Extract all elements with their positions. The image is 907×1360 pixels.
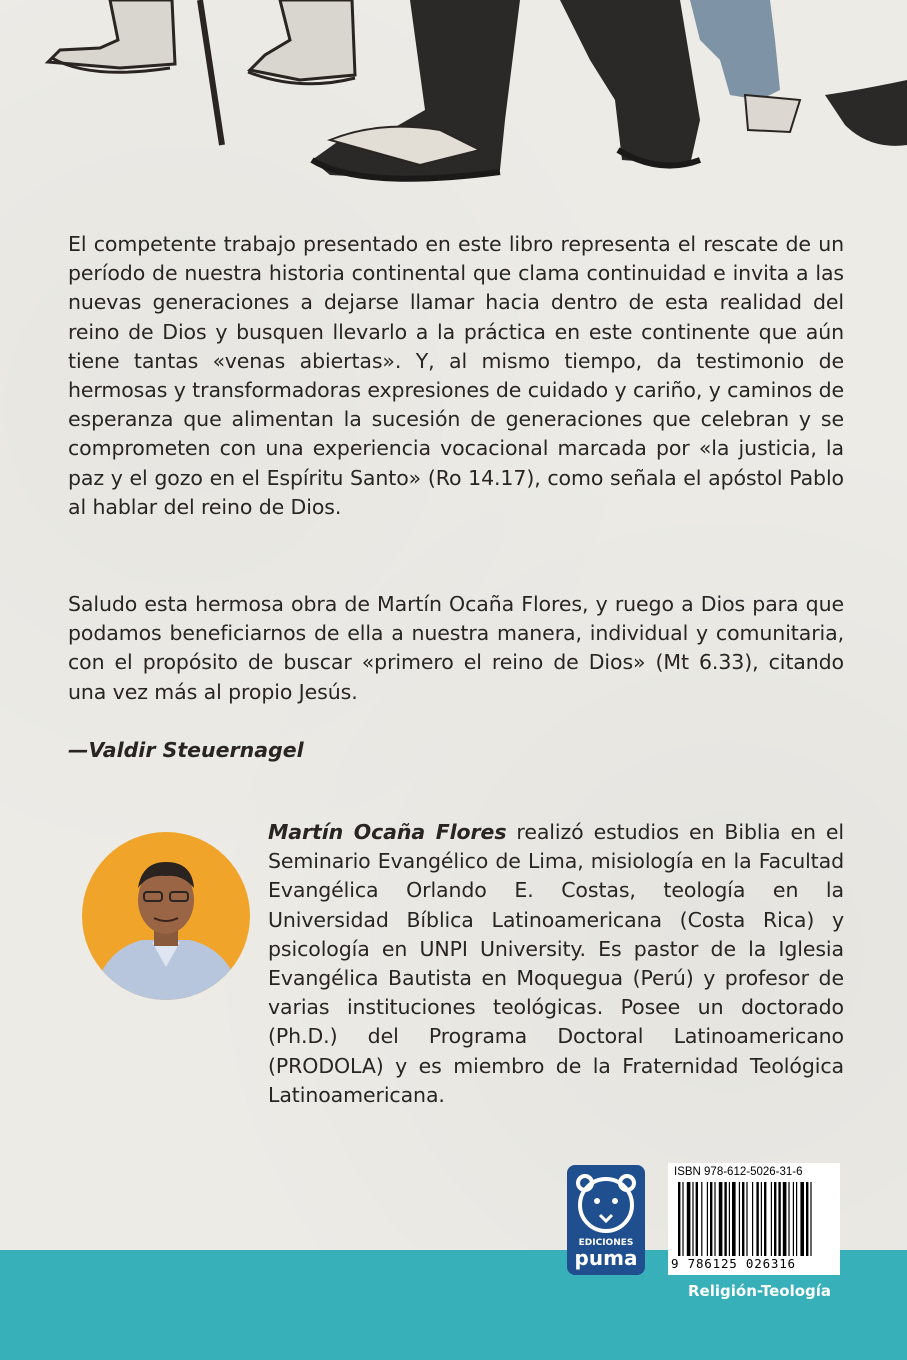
author-bio-text: realizó estudios en Biblia en el Seminario Evangélico de Lima, misiología en la Facultad Evangélica Orlando E. Costas, teología en la Universidad Bíblica Latinoamericana (Costa Rica) y psicología en UNPI University. Es pastor de la Iglesia Evangélica Bautista en Moquegua (Perú) y profesor de varias instituciones teológicas. Posee un doctorado (Ph.D.) del Programa Doctoral Latinoamericano (PRODOLA) y es miembro de la Fraternidad Teológica Latinoamericana. [268,820,844,1107]
author-photo [82,832,250,1000]
publisher-line1: EDICIONES [578,1238,634,1248]
category-label: Religión-Teología [688,1282,832,1300]
blurb-paragraph-2: Saludo esta hermosa obra de Martín Ocaña Flores, y ruego a Dios para que podamos beneficiarnos de ella a nuestra manera, individual y comunitaria, con el propósito de buscar «primero el reino de Dios» (Mt 6.33), citando una vez más al propio Jesús. [68,592,844,704]
author-name: Martín Ocaña Flores [268,820,507,844]
blurb-attribution: —Valdir Steuernagel [68,738,304,762]
isbn-digits: 9 786125 026316 [671,1256,796,1271]
blurb-paragraph-1: El competente trabajo presentado en este libro representa el rescate de un período de nuestra historia continental que clama continuidad e invita a las nuevas generaciones a dejarse llamar hacia dentro de esta realidad del reino de Dios y busquen llevarlo a la práctica en este continente que aún tiene tantas «venas abiertas». Y, al mismo tiempo, da testimonio de hermosas y transformadoras expresiones de cuidado y cariño, y caminos de esperanza que alimentan la sucesión de generaciones que celebran y se comprometen con una experiencia vocacional marcada por «la justicia, la paz y el gozo en el Espíritu Santo» (Ro 14.17), como señala el apóstol Pablo al hablar del reino de Dios. [68,232,845,519]
walking-feet-illustration [0,0,907,200]
publisher-line2: puma [574,1246,638,1270]
barcode [678,1182,828,1256]
author-bio [268,818,844,1110]
barcode-box [668,1163,840,1275]
publisher-logo [565,1163,647,1277]
isbn-label: ISBN 978-612-5026-31-6 [674,1166,803,1178]
